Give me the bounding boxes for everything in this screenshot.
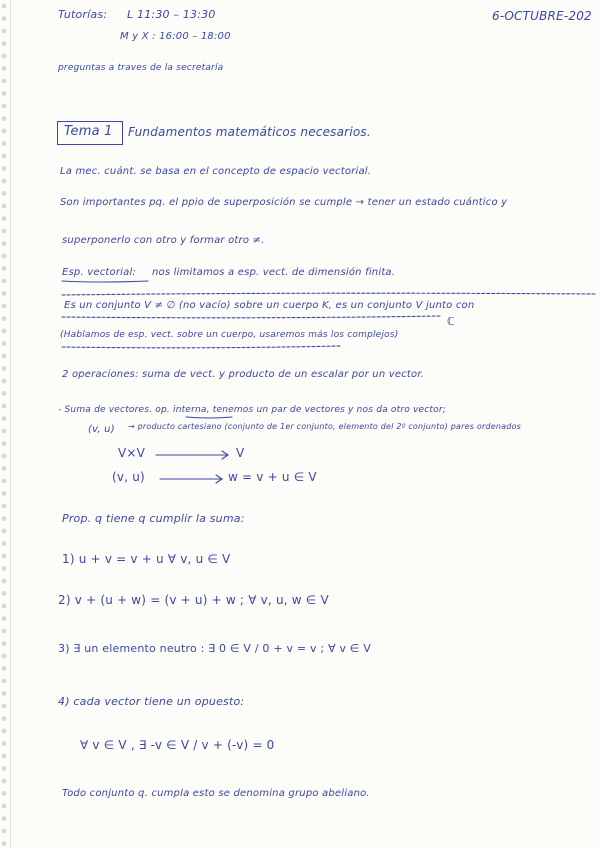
arrow-vxv-head [222, 451, 228, 459]
tutorias-mx: M y X : 16:00 – 18:00 [120, 31, 231, 42]
prop-1: 1) u + v = v + u ∀ v, u ∈ V [62, 552, 231, 566]
underline-esp-vectorial [62, 281, 148, 282]
line-7: 2 operaciones: suma de vect. y producto de un escalar por un vector. [62, 369, 425, 380]
prop-4: 4) cada vector tiene un opuesto: [58, 695, 245, 708]
dashed-line-top [62, 293, 596, 295]
tema-label: Tema 1 [64, 124, 113, 139]
line-5-tail: ℂ [447, 315, 455, 328]
line-9-note: → producto cartesiano (conjunto de 1er conjunto, elemento del 2º conjunto) pares ordenados [128, 422, 521, 431]
line-4: nos limitamos a esp. vect. de dimensión finita. [152, 267, 396, 278]
prop-4-formula: ∀ v ∈ V , ∃ -v ∈ V / v + (-v) = 0 [80, 738, 275, 752]
line-2: Son importantes pq. el ppio de superposición se cumple → tener un estado cuántico y [60, 197, 508, 208]
header-note: preguntas a traves de la secretaría [58, 63, 224, 73]
dashed-line-bottom [62, 346, 340, 348]
prop-2: 2) v + (u + w) = (v + u) + w ; ∀ v, u, w ∈ V [58, 593, 329, 607]
vxv-target: V [236, 446, 245, 460]
tutorias-lunes: L 11:30 – 13:30 [127, 8, 216, 21]
binding-holes [0, 0, 11, 848]
line-8: - Suma de vectores. op. interna, tenemos un par de vectores y nos da otro vector; [58, 405, 446, 415]
dashed-line-mid [62, 316, 440, 318]
w-sum: w = v + u ∈ V [228, 470, 317, 484]
tutorias-label: Tutorías: [58, 8, 108, 21]
closing-line: Todo conjunto q. cumpla esto se denomina grupo abeliano. [62, 788, 370, 799]
tema-title: Fundamentos matemáticos necesarios. [128, 125, 371, 139]
prop-3: 3) ∃ un elemento neutro : ∃ 0 ∈ V / 0 + v = v ; ∀ v ∈ V [58, 642, 372, 655]
line-3: superponerlo con otro y formar otro ≠. [62, 235, 265, 246]
line-1: La mec. cuánt. se basa en el concepto de espacio vectorial. [60, 166, 372, 177]
underline-op-interna [186, 417, 232, 418]
arrow-vu-head [216, 475, 222, 483]
prop-heading: Prop. q tiene q cumplir la suma: [62, 512, 245, 525]
line-6: (Hablamos de esp. vect. sobre un cuerpo, usaremos más los complejos) [60, 330, 399, 340]
line-5: Es un conjunto V ≠ ∅ (no vacío) sobre un cuerpo K, es un conjunto V junto con [64, 300, 475, 311]
vxv-label: V×V [118, 446, 146, 460]
line-9-pair: (v, u) [88, 424, 115, 435]
date: 6-OCTUBRE-202 [492, 9, 592, 23]
vu-pair: (v, u) [112, 470, 145, 484]
esp-vectorial-label: Esp. vectorial: [62, 267, 137, 278]
